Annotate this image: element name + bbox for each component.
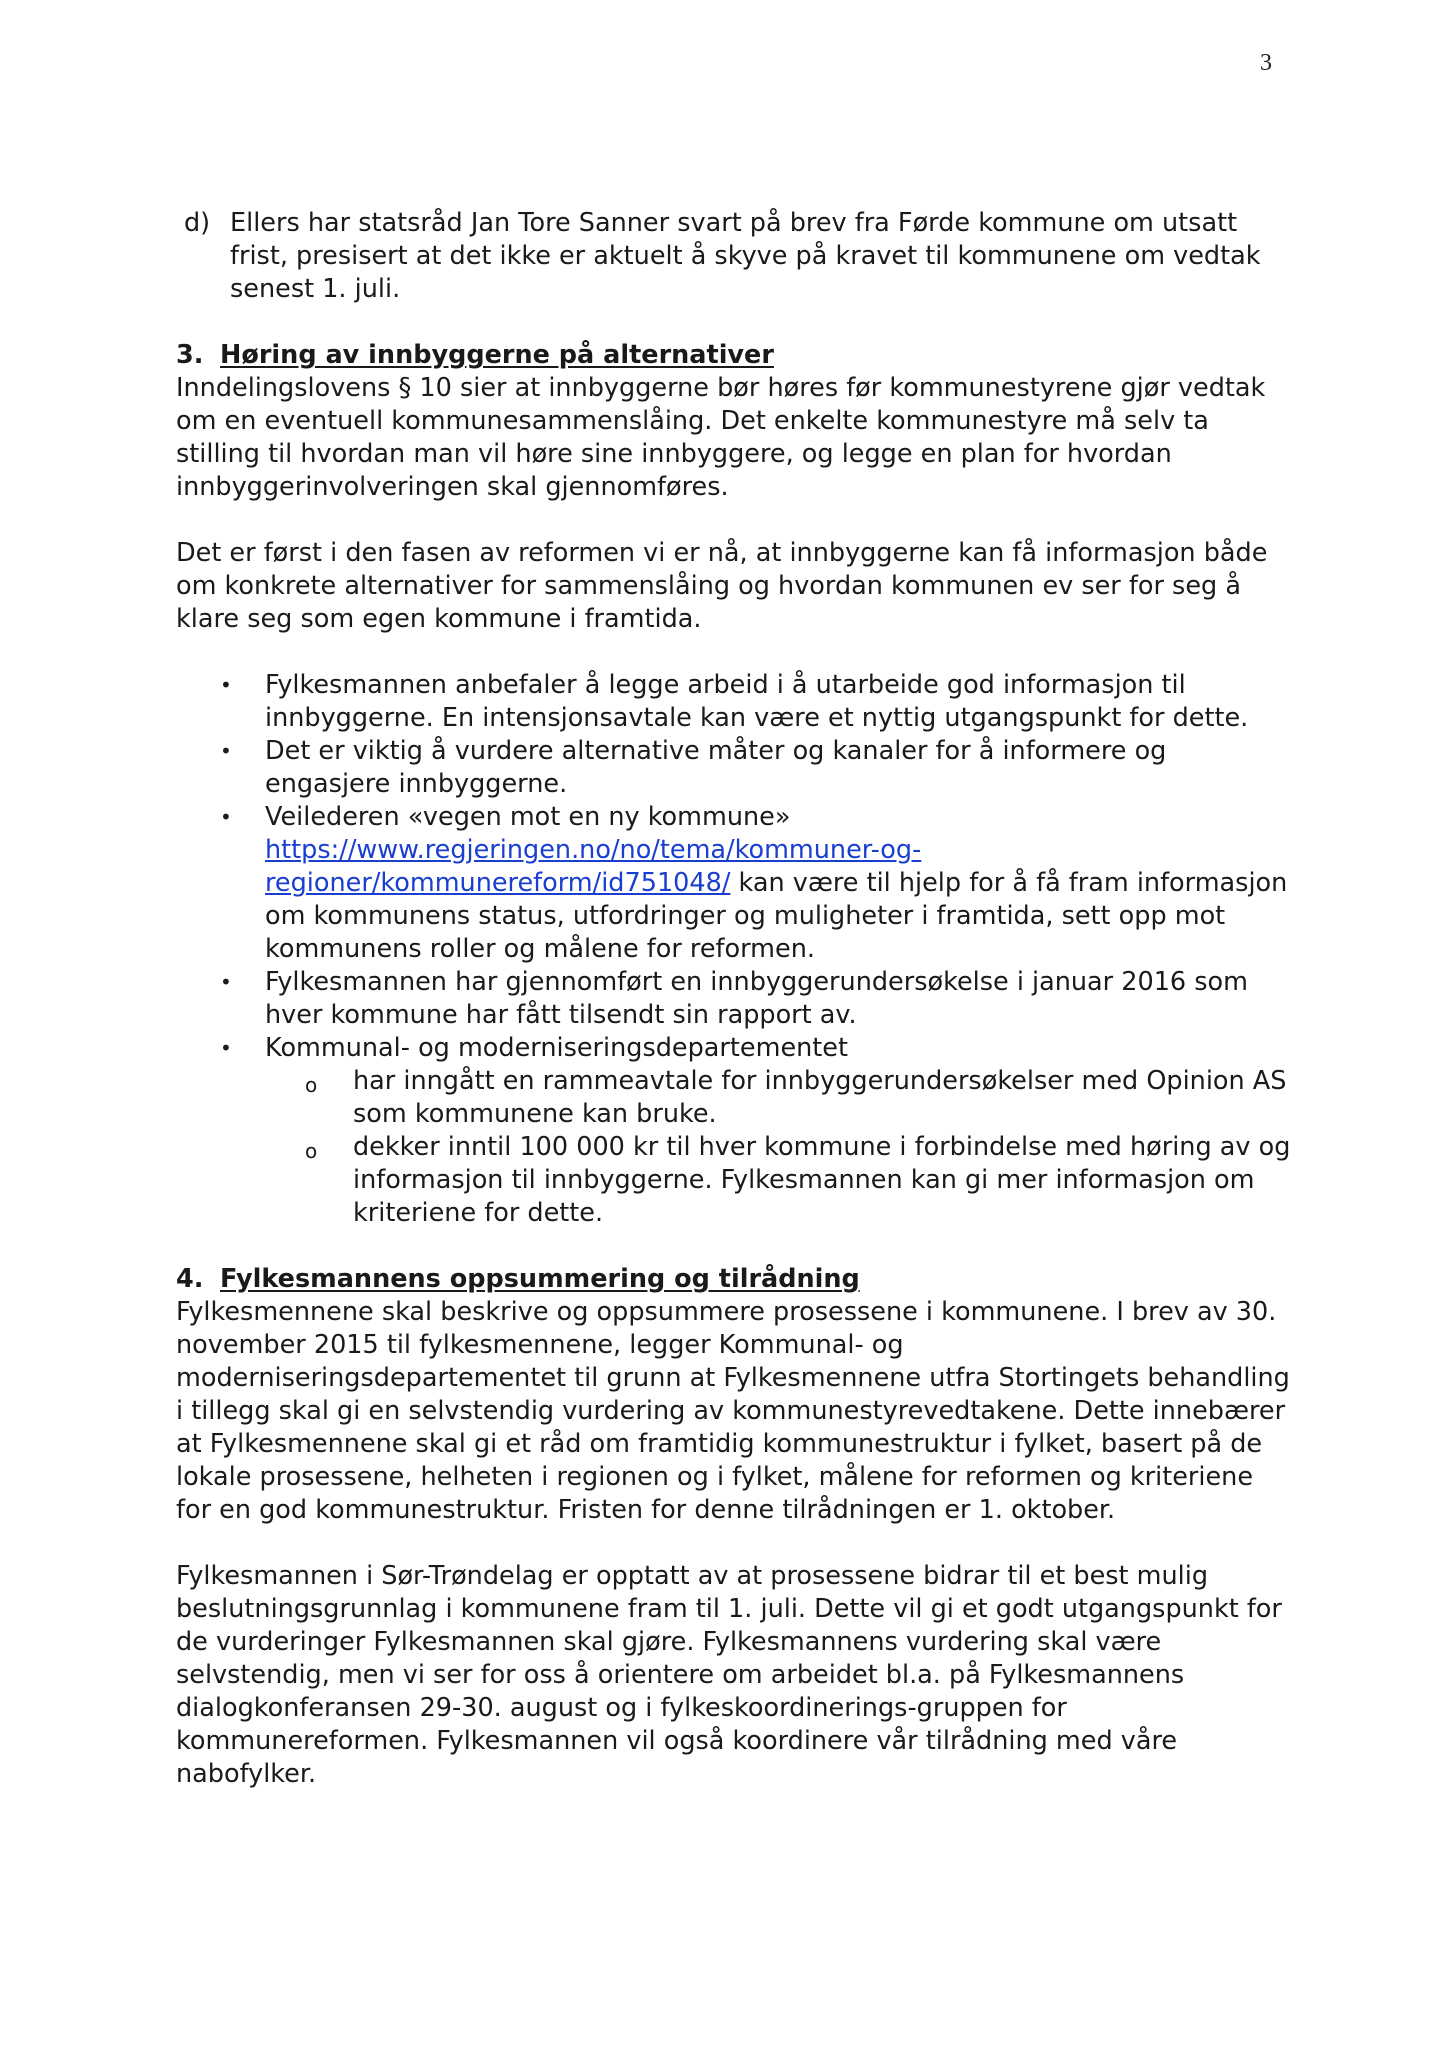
bullet-list [176, 669, 1296, 1230]
bullet-item [176, 966, 1296, 1032]
bullet-text: Veilederen «vegen mot en ny kommune» [265, 802, 791, 832]
bullet-icon: • [220, 805, 232, 829]
section-4-heading [176, 1263, 1296, 1296]
sub-bullet-list [265, 1065, 1296, 1230]
list-item-d [184, 207, 1296, 306]
sub-bullet-text: har inngått en rammeavtale for innbyggerundersøkelser med Opinion AS som kommunene kan bruke. [353, 1066, 1287, 1129]
page-number: 3 [1260, 50, 1272, 76]
bullet-text: kan være til hjelp for å få fram informasjon om kommunens status, utfordringer og muligheter i framtida, sett opp mot kommunens roller og målene for reformen. [265, 868, 1288, 964]
paragraph: Det er først i den fasen av reformen vi er nå, at innbyggerne kan få informasjon både om konkrete alternativer for sammenslåing og hvordan kommunen ev ser for seg å klare seg som egen kommune i framtida. [176, 538, 1268, 634]
section-number: 3. [176, 340, 204, 370]
section-title: Fylkesmannens oppsummering og tilrådning [220, 1264, 860, 1294]
bullet-item [176, 669, 1296, 735]
bullet-text: Kommunal- og moderniseringsdepartementet [265, 1033, 848, 1063]
section-number: 4. [176, 1264, 204, 1294]
bullet-item [176, 801, 1296, 966]
paragraph: Fylkesmannen i Sør-Trøndelag er opptatt av at prosessene bidrar til et best mulig beslutningsgrunnlag i kommunene fram til 1. juli. Dette vil gi et godt utgangspunkt for de vurderinger Fylkesmannen skal gjøre. Fylkesmannens vurdering skal være selvstendig, men vi ser for oss å orientere om arbeidet bl.a. på Fylkesmannens dialogkonferansen 29-30. august og i fylkeskoordinerings-gruppen for kommunereformen. Fylkesmannen vil også koordinere vår tilrådning med våre nabofylker. [176, 1561, 1282, 1789]
list-marker: d) [184, 208, 211, 238]
bullet-icon: • [220, 970, 232, 994]
bullet-text: Fylkesmannen anbefaler å legge arbeid i å utarbeide god informasjon til innbyggerne. En intensjonsavtale kan være et nyttig utgangspunkt for dette. [265, 670, 1249, 733]
sub-bullet-text: dekker inntil 100 000 kr til hver kommune i forbindelse med høring av og informasjon til innbyggerne. Fylkesmannen kan gi mer informasjon om kriteriene for dette. [353, 1132, 1291, 1228]
bullet-text: Det er viktig å vurdere alternative måter og kanaler for å informere og engasjere innbyggerne. [265, 736, 1167, 799]
bullet-icon: • [220, 1036, 232, 1060]
section-title: Høring av innbyggerne på alternativer [220, 340, 774, 370]
paragraph: Fylkesmennene skal beskrive og oppsummere prosessene i kommunene. I brev av 30. november 2015 til fylkesmennene, legger Kommunal- og moderniseringsdepartementet til grunn at Fylkesmennene utfra Stortingets behandling i tillegg skal gi en selvstendig vurdering av kommunestyrevedtakene. Dette innebærer at Fylkesmennene skal gi et råd om framtidig kommunestruktur i fylket, basert på de lokale prosessene, helheten i regionen og i fylket, målene for reformen og kriteriene for en god kommunestruktur. Fristen for denne tilrådningen er 1. oktober. [176, 1297, 1290, 1525]
bullet-icon: • [220, 673, 232, 697]
circle-bullet-icon: o [305, 1139, 318, 1163]
bullet-icon: • [220, 739, 232, 763]
bullet-text: Fylkesmannen har gjennomført en innbyggerundersøkelse i januar 2016 som hver kommune har fått tilsendt sin rapport av. [265, 967, 1248, 1030]
section-3-heading [176, 339, 1296, 372]
paragraph: Inndelingslovens § 10 sier at innbyggerne bør høres før kommunestyrene gjør vedtak om en eventuell kommunesammenslåing. Det enkelte kommunestyre må selv ta stilling til hvordan man vil høre sine innbyggere, og legge en plan for hvordan innbyggerinvolveringen skal gjennomføres. [176, 373, 1266, 502]
bullet-item [176, 1032, 1296, 1230]
circle-bullet-icon: o [305, 1073, 318, 1097]
sub-bullet-item [265, 1131, 1296, 1230]
list-item-text: Ellers har statsråd Jan Tore Sanner svart på brev fra Førde kommune om utsatt frist, presisert at det ikke er aktuelt å skyve på kravet til kommunene om vedtak senest 1. juli. [230, 208, 1261, 304]
document-body [176, 207, 1296, 1791]
kommunereform-link[interactable]: https://www.regjeringen.no/no/tema/kommuner-og-regioner/kommunereform/id751048/ [265, 835, 922, 898]
bullet-item [176, 735, 1296, 801]
sub-bullet-item [265, 1065, 1296, 1131]
